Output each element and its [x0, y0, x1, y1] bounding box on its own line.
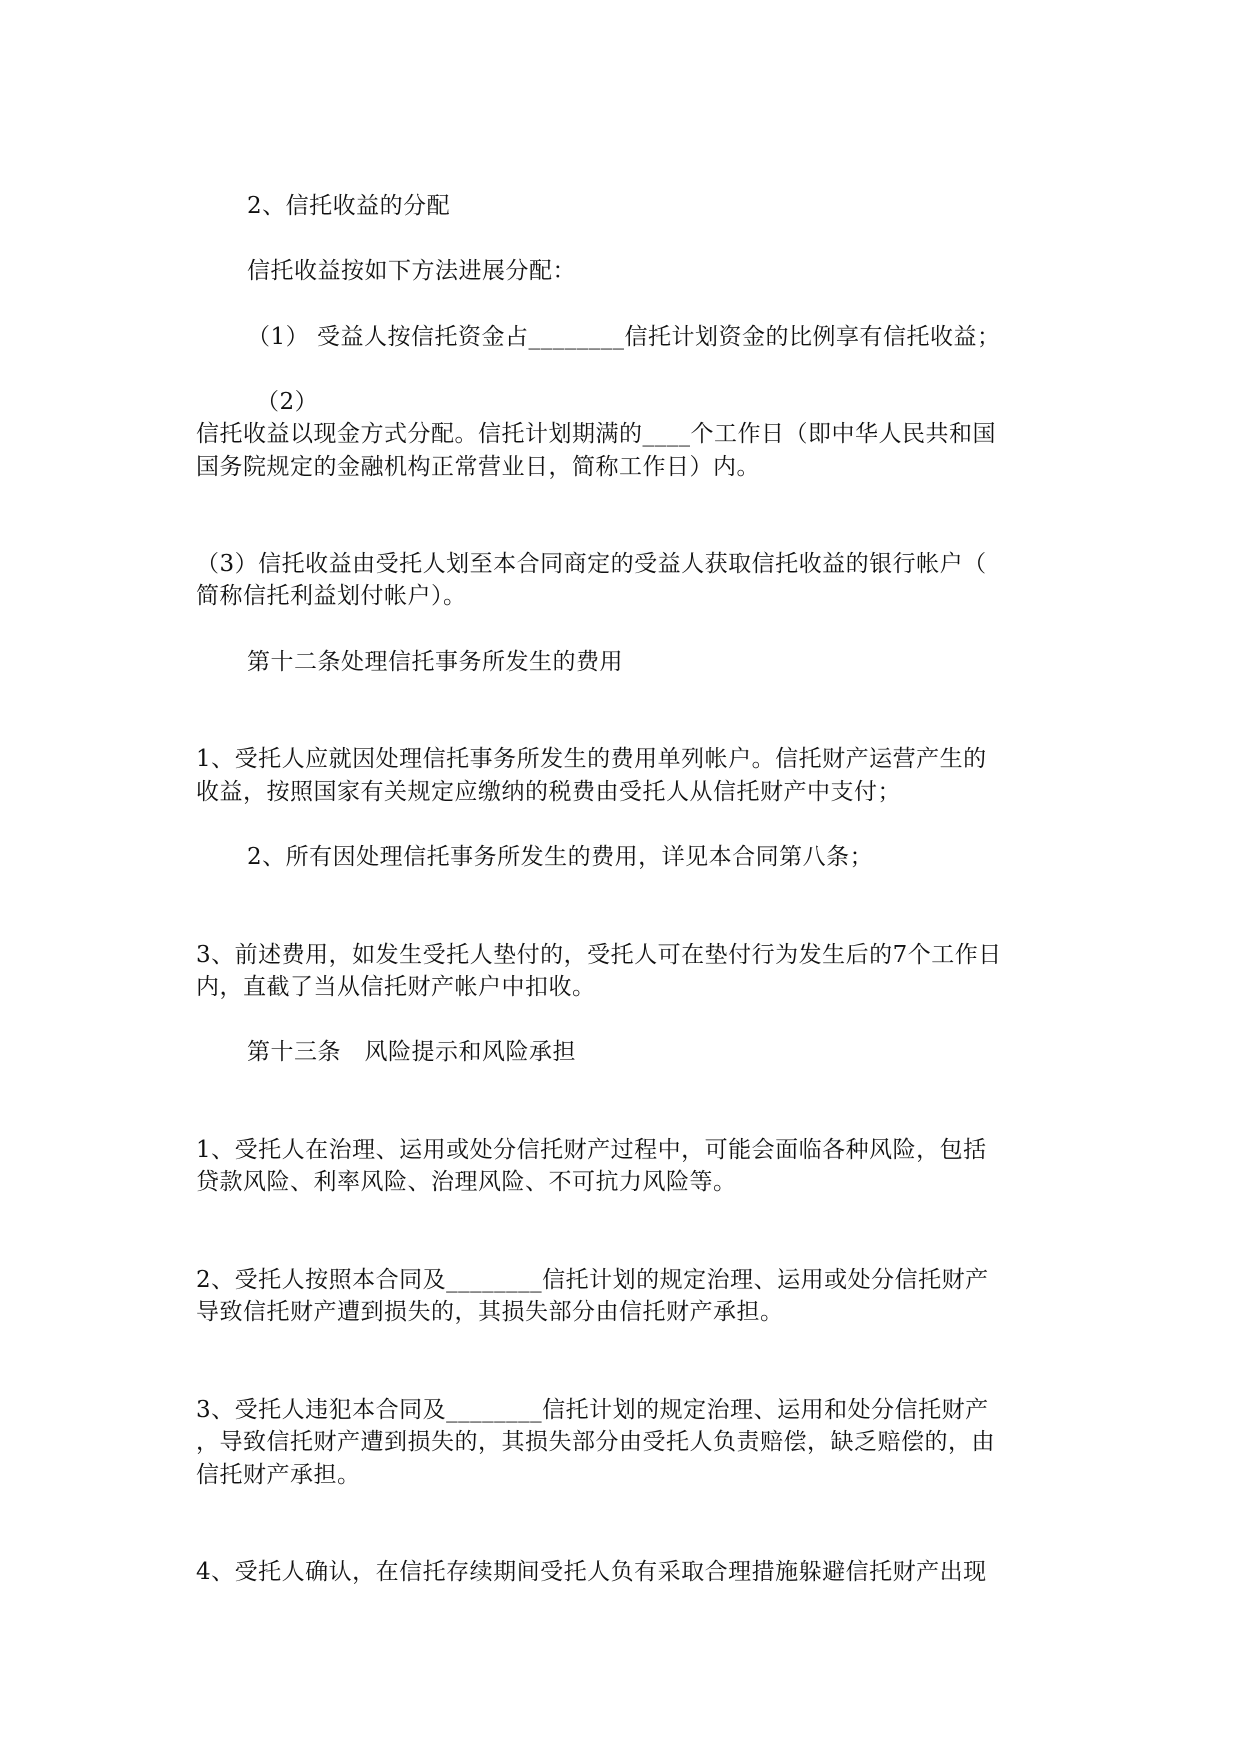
paragraph-line: 信托收益以现金方式分配。信托计划期满的____个工作日（即中华人民共和国 — [196, 421, 996, 447]
paragraph-line: （1） 受益人按信托资金占________信托计划资金的比例享有信托收益； — [247, 324, 1001, 350]
paragraph-line: 收益，按照国家有关规定应缴纳的税费由受托人从信托财产中支付； — [196, 779, 901, 805]
paragraph-line: 国务院规定的金融机构正常营业日，简称工作日）内。 — [196, 454, 760, 480]
list-marker: （2） — [256, 389, 319, 415]
paragraph-line: 1、受托人应就因处理信托事务所发生的费用单列帐户。信托财产运营产生的 — [196, 746, 987, 772]
section-heading-income-distribution: 2、信托收益的分配 — [247, 193, 451, 219]
article-heading-13: 第十三条 风险提示和风险承担 — [247, 1039, 576, 1065]
paragraph-line: 1、受托人在治理、运用或处分信托财产过程中，可能会面临各种风险，包括 — [196, 1137, 987, 1163]
paragraph-line: 3、受托人违犯本合同及________信托计划的规定治理、运用和处分信托财产 — [196, 1397, 989, 1423]
paragraph-line: 信托财产承担。 — [196, 1462, 361, 1488]
paragraph-line: 贷款风险、利率风险、治理风险、不可抗力风险等。 — [196, 1169, 737, 1195]
article-heading-12: 第十二条处理信托事务所发生的费用 — [247, 649, 623, 675]
paragraph-line: 信托收益按如下方法进展分配： — [247, 258, 576, 284]
paragraph-line: 导致信托财产遭到损失的，其损失部分由信托财产承担。 — [196, 1299, 784, 1325]
paragraph-line: （3）信托收益由受托人划至本合同商定的受益人获取信托收益的银行帐户（ — [196, 551, 987, 577]
paragraph-line: ，导致信托财产遭到损失的，其损失部分由受托人负责赔偿，缺乏赔偿的，由 — [196, 1429, 995, 1455]
paragraph-line: 简称信托利益划付帐户）。 — [196, 583, 467, 609]
paragraph-line: 2、所有因处理信托事务所发生的费用，详见本合同第八条； — [247, 844, 874, 870]
paragraph-line: 3、前述费用，如发生受托人垫付的，受托人可在垫付行为发生后的7个工作日 — [196, 942, 1002, 968]
paragraph-line: 2、受托人按照本合同及________信托计划的规定治理、运用或处分信托财产 — [196, 1267, 989, 1293]
paragraph-line: 4、受托人确认，在信托存续期间受托人负有采取合理措施躲避信托财产出现 — [196, 1559, 987, 1585]
paragraph-line: 内，直截了当从信托财产帐户中扣收。 — [196, 974, 596, 1000]
